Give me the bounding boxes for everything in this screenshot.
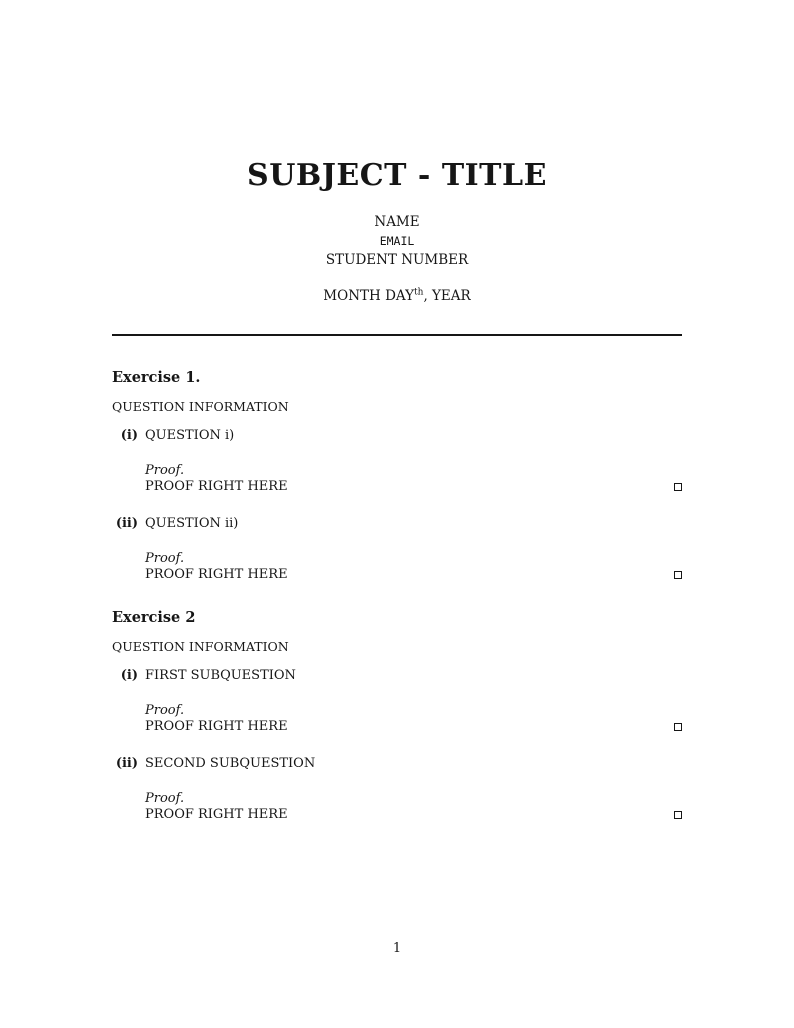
item-text: QUESTION ii) — [145, 516, 239, 531]
item-label: (ii) — [115, 756, 138, 771]
exercise-info: QUESTION INFORMATION — [112, 399, 289, 414]
date-prefix: MONTH DAY — [323, 288, 415, 304]
proof-block — [145, 703, 682, 735]
qed-box-icon — [674, 571, 682, 579]
item-label: (i) — [120, 668, 138, 683]
author-email: EMAIL — [379, 234, 415, 248]
document-title: SUBJECT - TITLE — [247, 158, 547, 193]
item-label: (ii) — [115, 516, 138, 531]
list-item — [112, 668, 682, 684]
author-student-number: STUDENT NUMBER — [325, 252, 469, 268]
proof-row — [145, 479, 682, 495]
proof-row — [145, 807, 682, 823]
proof-text: PROOF RIGHT HERE — [145, 567, 288, 582]
item-label: (i) — [120, 428, 138, 443]
proof-text: PROOF RIGHT HERE — [145, 719, 288, 734]
exercise-info: QUESTION INFORMATION — [112, 639, 289, 654]
proof-label: Proof. — [145, 703, 185, 718]
document-date — [0, 288, 794, 305]
author-name: NAME — [374, 214, 420, 230]
qed-box-icon — [674, 483, 682, 491]
item-text: FIRST SUBQUESTION — [145, 668, 296, 683]
list-item — [112, 428, 682, 444]
qed-box-icon — [674, 723, 682, 731]
qed-box-icon — [674, 811, 682, 819]
proof-label: Proof. — [145, 551, 185, 566]
list-item — [112, 516, 682, 532]
list-item — [112, 756, 682, 772]
item-text: QUESTION i) — [145, 428, 235, 443]
proof-block — [145, 551, 682, 583]
proof-label: Proof. — [145, 463, 185, 478]
title-block — [0, 158, 794, 305]
proof-block — [145, 791, 682, 823]
proof-row — [145, 719, 682, 735]
date-suffix: , YEAR — [423, 288, 471, 304]
proof-block — [145, 463, 682, 495]
exercise-heading: Exercise 1. — [112, 369, 201, 386]
item-text: SECOND SUBQUESTION — [145, 756, 316, 771]
proof-label: Proof. — [145, 791, 185, 806]
exercise-heading: Exercise 2 — [112, 609, 196, 626]
page-number: 1 — [392, 941, 402, 956]
proof-row — [145, 567, 682, 583]
proof-text: PROOF RIGHT HERE — [145, 807, 288, 822]
proof-text: PROOF RIGHT HERE — [145, 479, 288, 494]
horizontal-rule — [112, 334, 682, 336]
document-body — [112, 369, 682, 823]
date-ordinal-suffix: th — [414, 287, 424, 298]
